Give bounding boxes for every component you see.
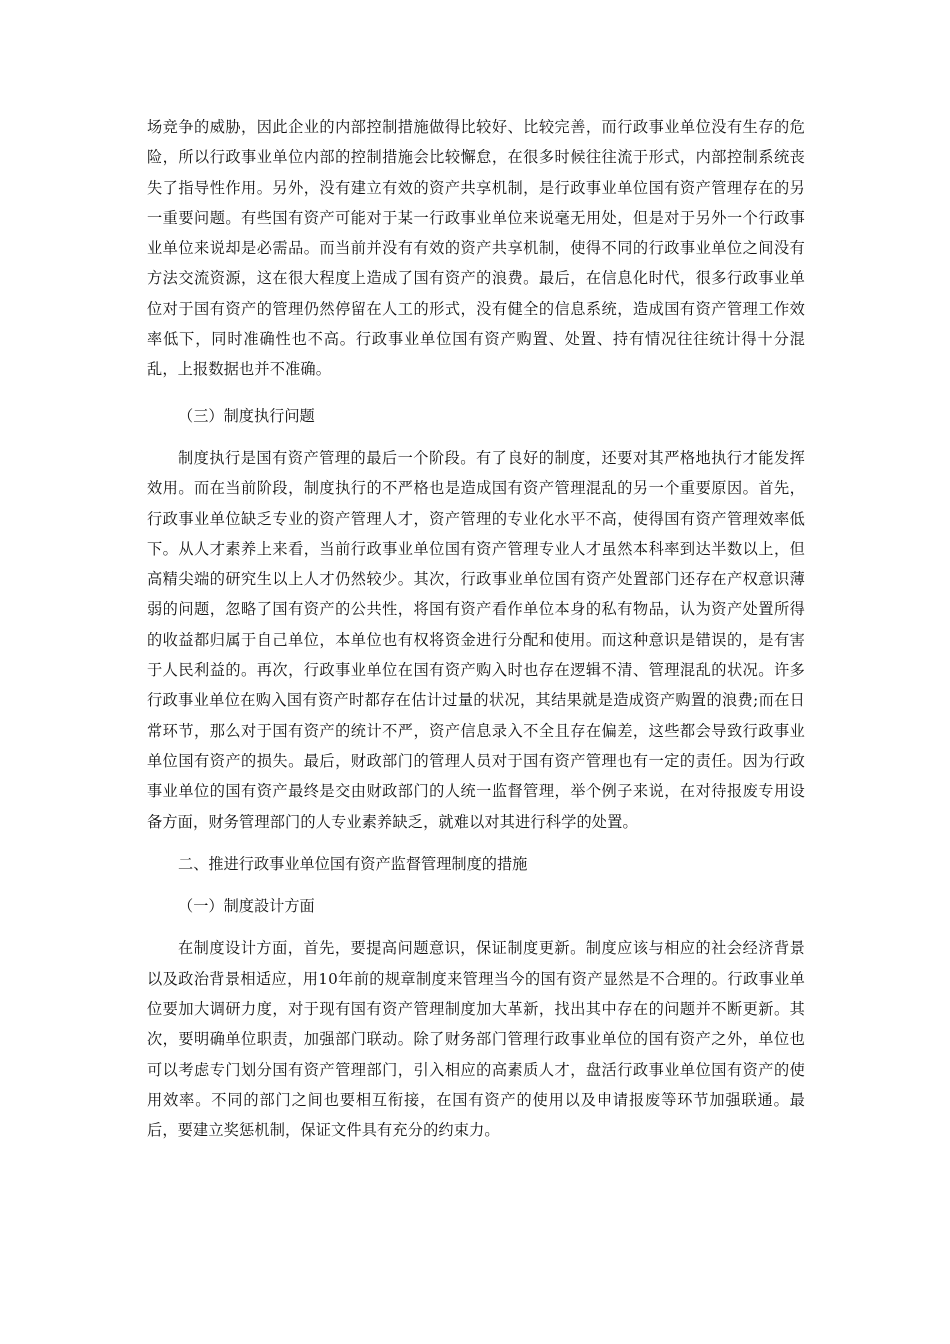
section-heading-execution: （三）制度执行问题 bbox=[178, 406, 315, 425]
paragraph-execution: 制度执行是国有资产管理的最后一个阶段。有了良好的制度，还要对其严格地执行才能发挥效用。而在当前阶段，制度执行的不严格也是造成国有资产管理混乱的另一个重要原因。首先，行政事业单位缺乏专业的资产管理人才，资产管理的专业化水平不高，使得国有资产管理效率低下。从人才素养上来看，当前行政事业单位国有资产管理专业人才虽然本科率到达半数以上，但高精尖端的研究生以上人才仍然较少。其次，行政事业单位国有资产处置部门还存在产权意识薄弱的问题，忽略了国有资产的公共性，将国有资产看作单位本身的私有物品，认为资产处置所得的收益都归属于自己单位，本单位也有权将资金进行分配和使用。而这种意识是错误的，是有害于人民利益的。再次，行政事业单位在国有资产购入时也存在逻辑不清、管理混乱的状况。许多行政事业单位在购入国有资产时都存在估计过量的状况，其结果就是造成资产购置的浪费;而在日常环节，那么对于国有资产的统计不严，资产信息录入不全且存在偏差，这些都会导致行政事业单位国有资产的损失。最后，财政部门的管理人员对于国有资产管理也有一定的责任。因为行政事业单位的国有资产最终是交由财政部门的人统一监督管理，举个例子来说，在对待报废专用设备方面，财务管理部门的人专业素养缺乏，就难以对其进行科学的处置。 bbox=[147, 448, 805, 831]
section-heading-measures: 二、推进行政事业单位国有资产监督管理制度的措施 bbox=[178, 854, 528, 873]
spacer bbox=[147, 837, 805, 849]
paragraph-continuation: 场竞争的威胁，因此企业的内部控制措施做得比较好、比较完善，而行政事业单位没有生存的危险，所以行政事业单位内部的控制措施会比较懈怠，在很多时候往往流于形式，内部控制系统丧失了指导性作用。另外，没有建立有效的资产共享机制，是行政事业单位国有资产管理存在的另一重要问题。有些国有资产可能对于某一行政事业单位来说毫无用处，但是对于另外一个行政事业单位来说却是必需品。而当前并没有有效的资产共享机制，使得不同的行政事业单位之间没有方法交流资源，这在很大程度上造成了国有资产的浪费。最后，在信息化时代，很多行政事业单位对于国有资产的管理仍然停留在人工的形式，没有健全的信息系统，造成国有资产管理工作效率低下，同时准确性也不高。行政事业单位国有资产购置、处置、持有情况往往统计得十分混乱，上报数据也并不准确。 bbox=[147, 118, 805, 379]
section-heading-design: （一）制度設计方面 bbox=[178, 897, 315, 916]
spacer bbox=[147, 385, 805, 401]
paragraph-design: 在制度设计方面，首先，要提高问题意识，保证制度更新。制度应该与相应的社会经济背景以及政治背景相适应，用10年前的规章制度来管理当今的国有资产显然是不合理的。行政事业单位要加大调研力度，对于现有国有资产管理制度加大革新，找出其中存在的问题并不断更新。其次，要明确单位职责，加强部门联动。除了财务部门管理行政事业单位的国有资产之外，单位也可以考虑专门划分国有资产管理部门，引入相应的高素质人才，盘活行政事业单位国有资产的使用效率。不同的部门之间也要相互衔接，在国有资产的使用以及申请报废等环节加强联通。最后，要建立奖惩机制，保证文件具有充分的约束力。 bbox=[147, 939, 805, 1140]
spacer bbox=[147, 431, 805, 443]
spacer bbox=[147, 921, 805, 933]
document-page bbox=[147, 112, 805, 1146]
spacer bbox=[147, 879, 805, 891]
